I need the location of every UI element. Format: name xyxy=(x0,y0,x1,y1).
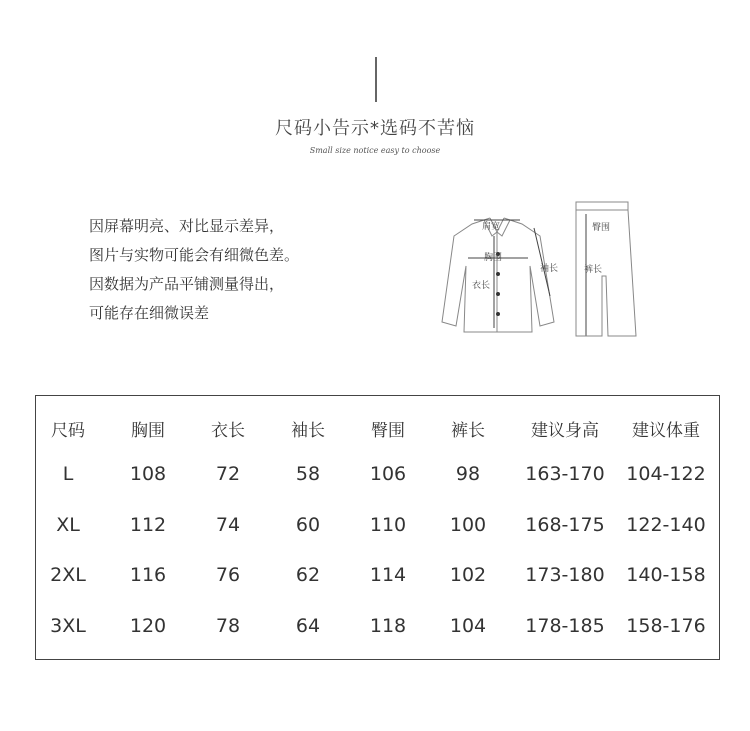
table-cell: 110 xyxy=(369,514,407,536)
label-sleeve: 袖长 xyxy=(540,264,559,274)
size-table xyxy=(35,395,720,660)
table-cell: 104 xyxy=(449,615,487,637)
table-cell: L xyxy=(62,463,74,485)
table-cell: 2XL xyxy=(50,564,86,586)
table-row xyxy=(36,459,719,489)
decorative-divider-line xyxy=(375,57,377,102)
table-cell: 108 xyxy=(129,463,167,485)
notice-line: 图片与实物可能会有细微色差。 xyxy=(89,246,300,264)
measure-arrows xyxy=(468,214,586,336)
table-cell: 64 xyxy=(295,615,321,637)
label-hip: 臀围 xyxy=(592,223,611,233)
table-cell: 122-140 xyxy=(626,514,706,536)
label-chest: 胸围 xyxy=(484,253,503,263)
header-cell: 建议身高 xyxy=(531,421,599,441)
table-cell: 116 xyxy=(129,564,167,586)
table-cell: 120 xyxy=(129,615,167,637)
measurement-diagram xyxy=(432,196,642,346)
table-cell: 74 xyxy=(215,514,241,536)
page-title: 尺码小告示*选码不苦恼 xyxy=(275,118,475,139)
table-cell: 72 xyxy=(215,463,241,485)
page-subtitle: Small size notice easy to choose xyxy=(309,146,441,155)
size-notice xyxy=(89,212,299,328)
table-cell: 178-185 xyxy=(525,615,605,637)
table-cell: 118 xyxy=(369,615,407,637)
table-cell: 102 xyxy=(449,564,487,586)
header-cell: 胸围 xyxy=(131,421,165,441)
table-cell: 98 xyxy=(455,463,481,485)
table-cell: 114 xyxy=(369,564,407,586)
table-cell: 60 xyxy=(295,514,321,536)
notice-line: 因屏幕明亮、对比显示差异， xyxy=(89,217,285,235)
table-row xyxy=(36,560,719,590)
notice-line: 可能存在细微误差 xyxy=(89,304,210,322)
table-cell: 100 xyxy=(449,514,487,536)
table-cell: 168-175 xyxy=(525,514,605,536)
label-length: 衣长 xyxy=(472,281,491,291)
table-cell: 62 xyxy=(295,564,321,586)
header-cell: 衣长 xyxy=(211,421,245,441)
label-shoulder: 肩宽 xyxy=(482,222,501,232)
label-pants: 裤长 xyxy=(584,265,603,275)
table-cell: 173-180 xyxy=(525,564,605,586)
table-cell: 3XL xyxy=(50,615,86,637)
header-cell: 尺码 xyxy=(51,421,85,441)
table-cell: 76 xyxy=(215,564,241,586)
header-cell: 裤长 xyxy=(451,421,485,441)
table-cell: 163-170 xyxy=(525,463,605,485)
header-cell: 建议体重 xyxy=(632,421,700,441)
garment-sketch xyxy=(432,196,642,346)
header-cell: 袖长 xyxy=(291,421,325,441)
table-header-row xyxy=(36,416,719,446)
table-row xyxy=(36,611,719,641)
table-cell: 106 xyxy=(369,463,407,485)
notice-line: 因数据为产品平铺测量得出， xyxy=(89,275,285,293)
table-cell: 78 xyxy=(215,615,241,637)
table-cell: XL xyxy=(56,514,80,536)
table-cell: 104-122 xyxy=(626,463,706,485)
table-cell: 112 xyxy=(129,514,167,536)
table-row xyxy=(36,510,719,540)
table-cell: 140-158 xyxy=(626,564,706,586)
table-cell: 158-176 xyxy=(626,615,706,637)
header-cell: 臀围 xyxy=(371,421,405,441)
table-cell: 58 xyxy=(295,463,321,485)
